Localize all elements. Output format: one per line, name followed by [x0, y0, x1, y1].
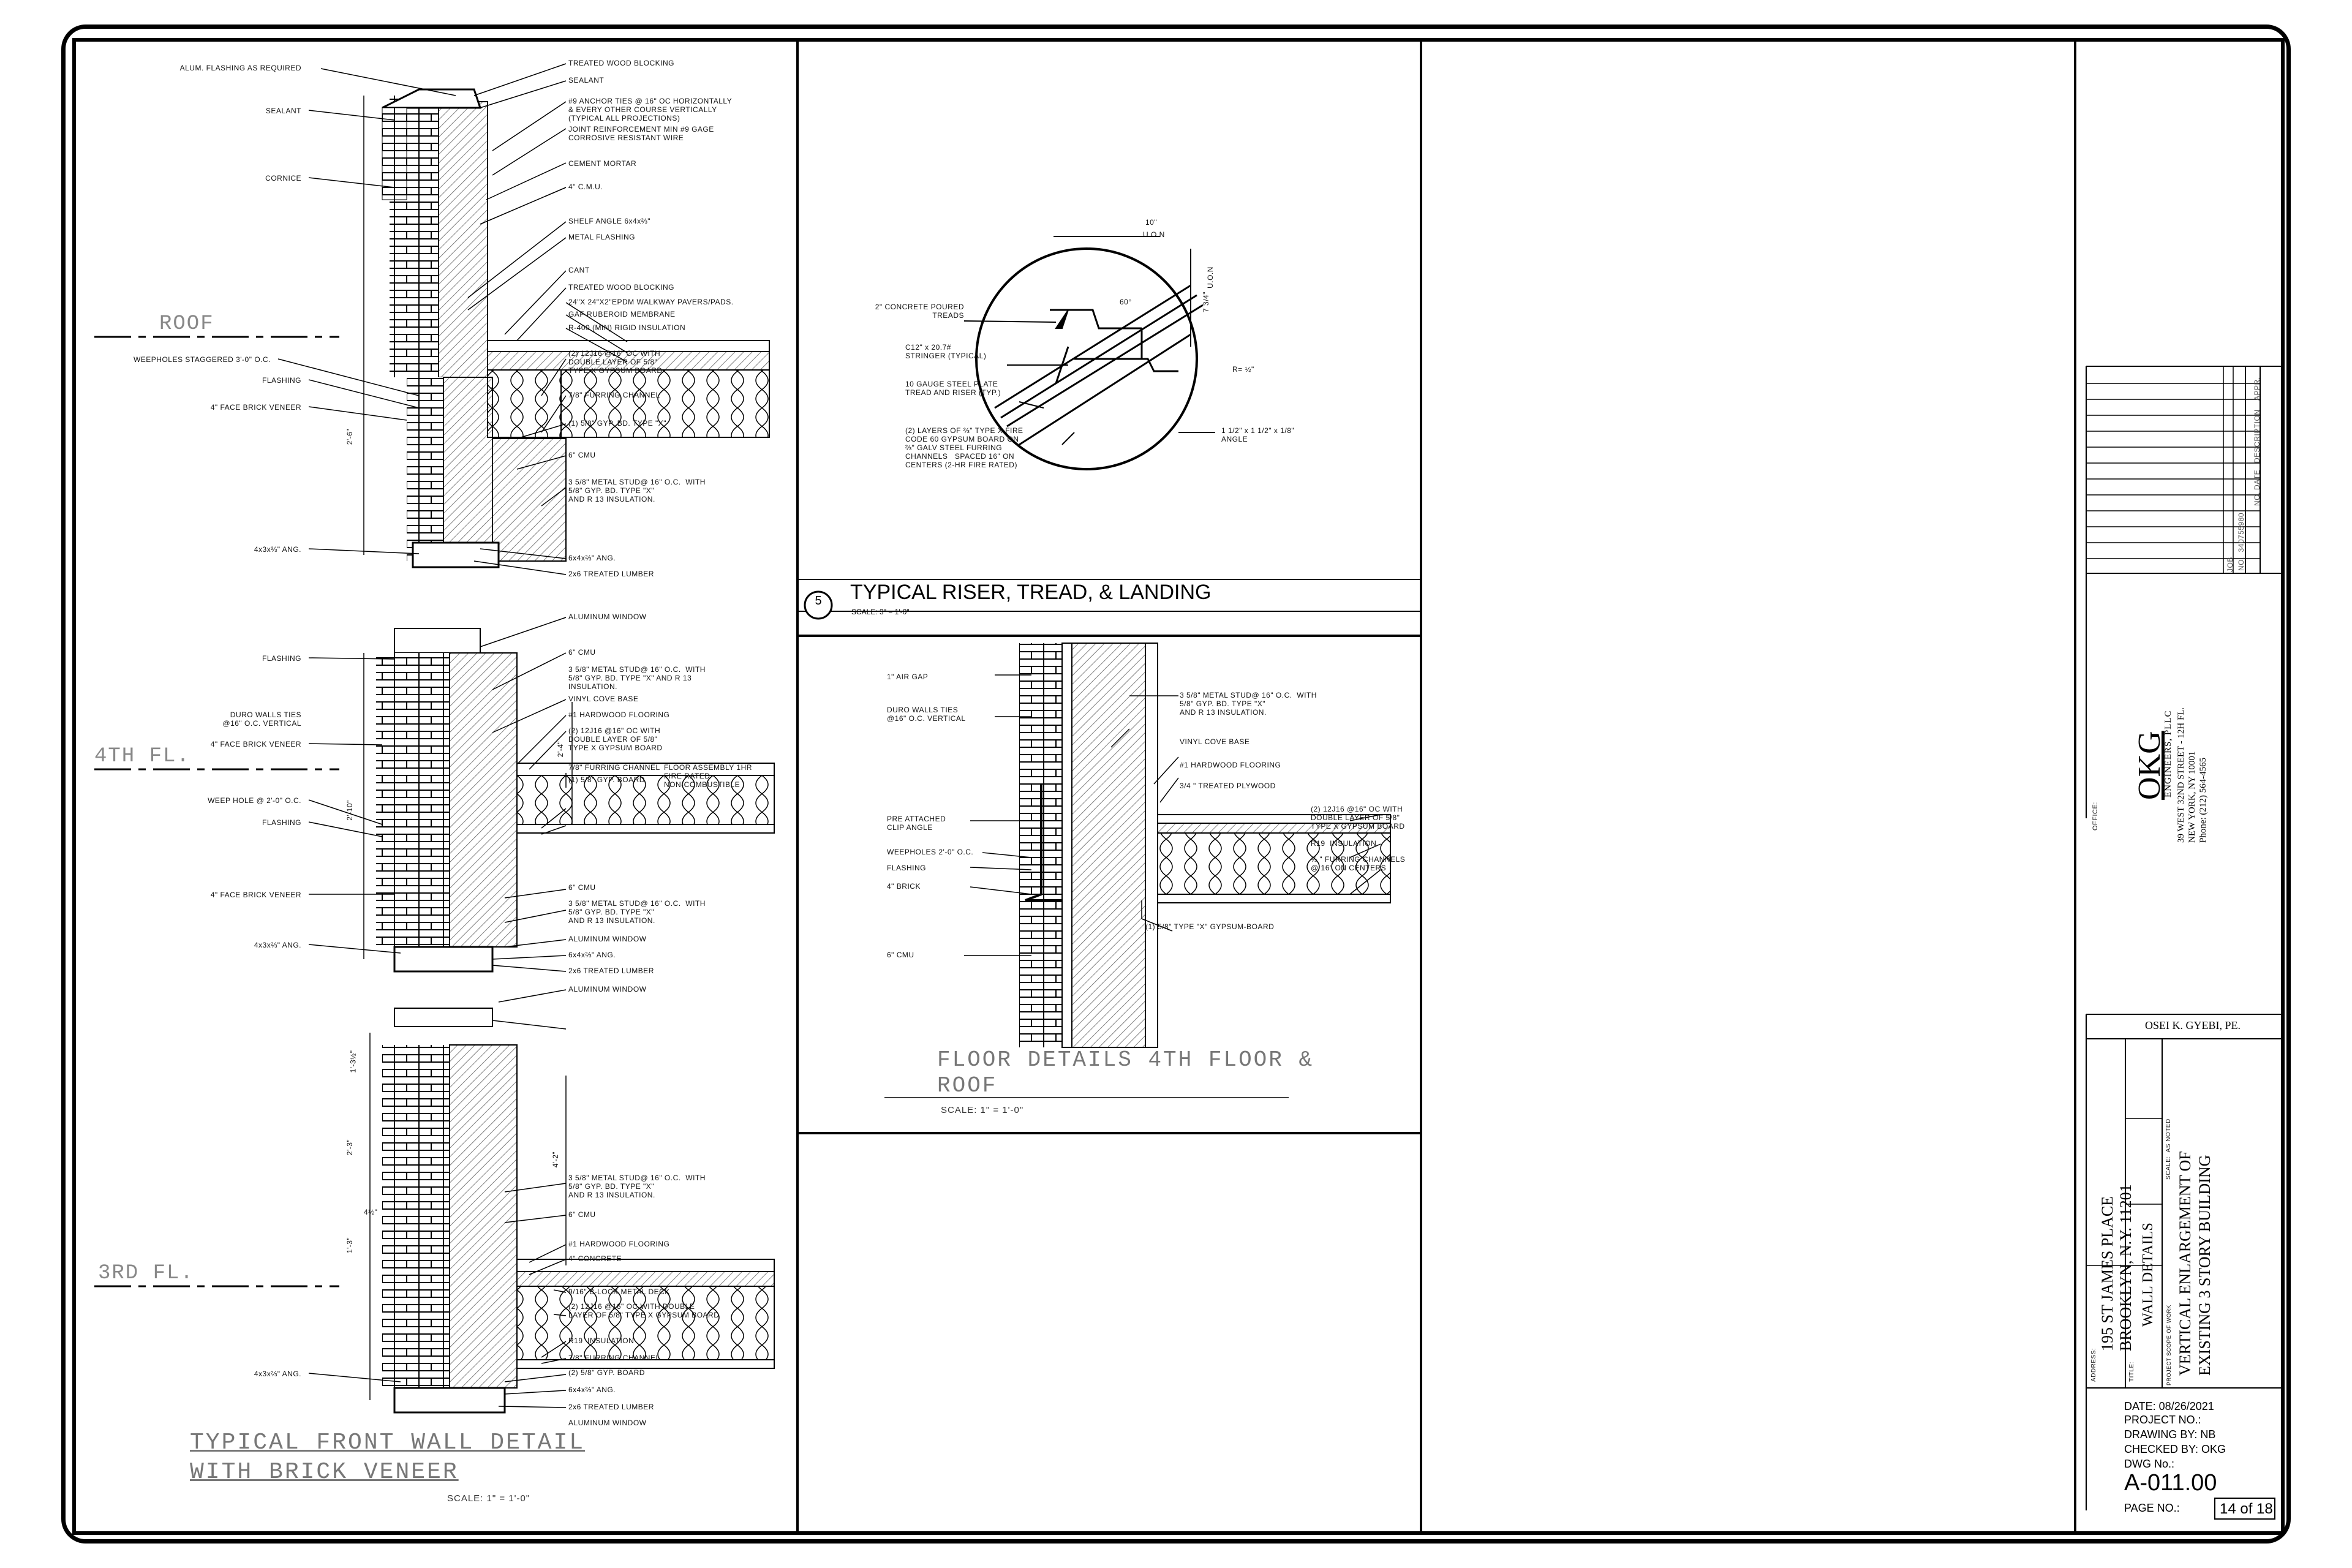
wall-label: JOINT REINFORCEMENT MIN #9 GAGE CORROSIVE RESISTANT WIRE	[568, 125, 714, 142]
project-description: VERTICAL ENLARGEMENT OF EXISTING 3 STORY BUILDING	[2176, 1151, 2214, 1376]
wall-label: ALUMINUM WINDOW	[568, 935, 647, 943]
floor-label: R19 INSULATION	[1311, 839, 1377, 848]
dimension: 4½"	[364, 1208, 378, 1216]
rev-header: DATE	[2253, 469, 2261, 490]
wall-label: SEALANT	[568, 76, 605, 85]
wall-label: 6" CMU	[568, 451, 596, 459]
wall-label: (2) 12J16 @16" OC WITH DOUBLE LAYER OF 5/8" TYPE X GYPSUM BOARD	[568, 726, 663, 752]
wall-label: (2) 5/8" GYP. BOARD	[568, 1368, 645, 1377]
detail-number: 5	[815, 594, 822, 608]
wall-label: 7/8" FURRING CHANNEL	[568, 391, 660, 399]
dimension: 1'-3"	[345, 1237, 355, 1254]
floor-label: (2) 12J16 @16" OC WITH DOUBLE LAYER OF 5/8" TYPE X GYPSUM BOARD	[1311, 805, 1405, 831]
wall-label: #9 ANCHOR TIES @ 16" OC HORIZONTALLY & EVERY OTHER COURSE VERTICALLY (TYPICAL ALL PROJECTIONS)	[568, 97, 733, 123]
wall-label: 4x3x⅔" ANG.	[254, 941, 301, 949]
wall-label: 24"X 24"X2"EPDM WALKWAY PAVERS/PADS.	[568, 298, 734, 306]
wall-label: 4" FACE BRICK VENEER	[210, 891, 301, 899]
wall-label: SHELF ANGLE 6x4x⅔"	[568, 217, 650, 225]
stair-dimension: R= ½"	[1232, 365, 1254, 374]
wall-label: 6" CMU	[568, 1210, 596, 1219]
wall-label: FLOOR ASSEMBLY 1HR FIRE RATED NON-COMBUSTIBLE	[664, 763, 752, 789]
title-label: TITLE:	[2128, 1361, 2135, 1382]
wall-label: 3 5/8" METAL STUD@ 16" O.C. WITH 5/8" GYP. BD. TYPE "X" AND R 13 INSULATION.	[568, 899, 706, 925]
detail-title: TYPICAL FRONT WALL DETAIL WITH BRICK VENEER	[190, 1430, 586, 1485]
stair-dimension: 10"	[1145, 218, 1158, 227]
engineer-name: OSEI K. GYEBI, PE.	[2145, 1019, 2241, 1031]
wall-label: CANT	[568, 266, 590, 274]
project-address: 195 ST JAMES PLACE BROOKLYN, N.Y. 11201	[2098, 1184, 2135, 1351]
dimension: 2'-3"	[345, 1139, 355, 1156]
floor-label: (1) 5/8" TYPE "X" GYPSUM-BOARD	[1145, 922, 1275, 931]
project-number: PROJECT NO.:	[2124, 1414, 2201, 1426]
wall-label: VINYL COVE BASE	[568, 695, 639, 703]
dwg-no-label: DWG No.:	[2124, 1458, 2175, 1470]
job-label: JOB	[2226, 557, 2234, 572]
scale-label: SCALE: AS NOTED	[2165, 1118, 2172, 1180]
level-3rd-floor: 3RD FL.	[98, 1262, 194, 1285]
wall-label: DURO WALLS TIES @16" O.C. VERTICAL	[222, 710, 301, 728]
wall-label: 6" CMU	[568, 883, 596, 892]
wall-label: (1) 5/8" GYP. BD. TYPE "X"	[568, 419, 667, 428]
floor-label: 1" AIR GAP	[887, 673, 929, 681]
stair-label: C12" x 20.7# STRINGER (TYPICAL)	[905, 343, 987, 360]
wall-label: SEALANT	[265, 107, 301, 115]
firm-name: OKG	[2132, 731, 2167, 800]
checked-by: CHECKED BY: OKG	[2124, 1443, 2226, 1455]
rev-header: APPR.	[2253, 377, 2261, 401]
floor-label: VINYL COVE BASE	[1180, 737, 1250, 746]
stair-label: 2" CONCRETE POURED TREADS	[875, 303, 964, 320]
detail-title: FLOOR DETAILS 4TH FLOOR & ROOF	[937, 1047, 1314, 1098]
wall-label: 6x4x⅔" ANG.	[568, 1385, 616, 1394]
wall-label: GAF RUBEROID MEMBRANE	[568, 310, 676, 318]
wall-label: ALUMINUM WINDOW	[568, 1419, 647, 1427]
wall-label: CORNICE	[265, 174, 301, 183]
page-no-label: PAGE NO.:	[2124, 1502, 2180, 1514]
dwg-number: A-011.00	[2124, 1470, 2217, 1496]
dimension: 2'-6"	[345, 428, 355, 445]
rev-header: NO.	[2253, 492, 2261, 506]
wall-label: 4x3x⅔" ANG.	[254, 1370, 301, 1378]
level-4th-floor: 4TH FL.	[94, 745, 190, 768]
wall-label: (2) 12J16 @16" OC WITH DOUBLE LAYER OF 5/8" TYPE X GYPSUM BOARD	[568, 349, 663, 375]
office-label: OFFICE:	[2092, 802, 2099, 831]
stair-dimension: U.O.N	[1205, 266, 1215, 288]
job-number: NO. 340755980	[2237, 512, 2245, 571]
stair-label: 10 GAUGE STEEL PLATE TREAD AND RISER (TYP.)	[905, 380, 1001, 397]
wall-label: TREATED WOOD BLOCKING	[568, 59, 674, 67]
wall-label: (1) 5/8" GYP. BOARD	[568, 775, 645, 784]
stair-dimension: U.O.N	[1143, 230, 1165, 239]
wall-label: 7/8" FURRING CHANNEL	[568, 1354, 660, 1362]
floor-label: FLASHING	[887, 864, 927, 872]
wall-label: 4" FACE BRICK VENEER	[210, 403, 301, 412]
wall-label: WEEPHOLES STAGGERED 3'-0" O.C.	[133, 355, 271, 364]
wall-label: 6" CMU	[568, 648, 596, 657]
date: DATE: 08/26/2021	[2124, 1400, 2214, 1412]
floor-label: #1 HARDWOOD FLOORING	[1180, 761, 1281, 769]
wall-label: FLASHING	[262, 818, 301, 827]
wall-label: 7/8" FURRING CHANNEL	[568, 763, 660, 772]
panel-divider	[797, 1132, 1421, 1134]
wall-label: TREATED WOOD BLOCKING	[568, 283, 674, 292]
wall-label: R-400 (MIN) RIGID INSULATION	[568, 323, 686, 332]
wall-label: 3 5/8" METAL STUD@ 16" O.C. WITH 5/8" GYP. BD. TYPE "X" AND R 13 INSULATION.	[568, 478, 706, 503]
sheet-title: WALL DETAILS	[2140, 1223, 2156, 1327]
wall-label: METAL FLASHING	[568, 233, 636, 241]
wall-label: 3 5/8" METAL STUD@ 16" O.C. WITH 5/8" GYP. BD. TYPE "X" AND R 13 INSULATION.	[568, 1174, 706, 1199]
wall-label: ALUMINUM WINDOW	[568, 985, 647, 993]
dimension: 2'-4"	[556, 741, 565, 758]
rev-header: DESCRIPTION	[2253, 409, 2261, 463]
wall-label: 4" CONCRETE	[568, 1254, 622, 1263]
wall-label: 2x6 TREATED LUMBER	[568, 570, 654, 578]
wall-label: 6x4x⅔" ANG.	[568, 951, 616, 959]
stair-dimension: 7 3/4"	[1201, 292, 1210, 312]
wall-label: ALUM. FLASHING AS REQUIRED	[179, 64, 301, 72]
dimension: 1'-3½"	[349, 1050, 358, 1073]
floor-label: 4" BRICK	[887, 882, 921, 891]
wall-label: (2) 12J16 @16" OC WITH DOUBLE LAYER OF 5/8" TYPE X GYPSUM BOARD	[568, 1302, 720, 1319]
wall-label: 6x4x⅔" ANG.	[568, 554, 616, 562]
wall-label: 2x6 TREATED LUMBER	[568, 1403, 654, 1411]
stair-label: (2) LAYERS OF ⅔" TYPE X FIRE CODE 60 GYPSUM BOARD ON ⅔" GALV STEEL FURRING CHANNELS SPACED 16" ON CENTERS (2-HR FIRE RATED)	[905, 426, 1023, 469]
wall-label: FLASHING	[262, 376, 301, 385]
dimension: 2'-10"	[345, 800, 354, 821]
level-roof: ROOF	[159, 312, 214, 336]
detail-scale: SCALE: 1" = 1'-0"	[941, 1105, 1024, 1115]
stair-dimension: 60°	[1120, 298, 1132, 306]
wall-label: 4" C.M.U.	[568, 183, 603, 191]
wall-label: 4" FACE BRICK VENEER	[210, 740, 301, 748]
title-block	[2076, 40, 2281, 1532]
stair-detail-drawing	[799, 40, 1420, 635]
dimension: 4'-2"	[551, 1151, 560, 1168]
floor-label: PRE ATTACHED CLIP ANGLE	[887, 815, 946, 832]
drawing-by: DRAWING BY: NB	[2124, 1428, 2216, 1441]
wall-label: WEEP HOLE @ 2'-0" O.C.	[208, 796, 301, 805]
wall-label: ALUMINUM WINDOW	[568, 612, 647, 621]
wall-label: CEMENT MORTAR	[568, 159, 637, 168]
wall-label: 3 5/8" METAL STUD@ 16" O.C. WITH 5/8" GYP. BD. TYPE "X" AND R 13 INSULATION.	[568, 665, 706, 691]
wall-label: 4x3x⅔" ANG.	[254, 545, 301, 554]
address-label: ADDRESS:	[2090, 1348, 2097, 1382]
floor-label: 3 5/8" METAL STUD@ 16" O.C. WITH 5/8" GYP. BD. TYPE "X" AND R 13 INSULATION.	[1180, 691, 1317, 717]
floor-label: 6" CMU	[887, 951, 914, 959]
floor-label: 3/4 " TREATED PLYWOOD	[1180, 782, 1276, 790]
floor-detail-panel	[799, 637, 1420, 1132]
firm-address: 39 WEST 32ND STREET - 12H FL. NEW YORK, NY 10001 Phone: (212) 564-4565	[2176, 707, 2208, 843]
wall-label: 9/16" B-LOCK METAL DECK	[568, 1287, 670, 1296]
floor-label: ⅔ " FURRING CHANNELS @ 16" ON CENTERS	[1311, 855, 1406, 872]
project-label: PROJECT SCOPE OF WORK	[2166, 1305, 2172, 1385]
wall-detail-panel	[76, 40, 795, 1532]
floor-label: DURO WALLS TIES @16" O.C. VERTICAL	[887, 706, 966, 723]
floor-label: WEEPHOLES 2'-0" O.C.	[887, 848, 974, 856]
wall-label: FLASHING	[262, 654, 301, 663]
page-number: 14 of 18	[2220, 1501, 2273, 1517]
detail-title: TYPICAL RISER, TREAD, & LANDING	[850, 581, 1212, 604]
detail-scale: SCALE: 3" = 1'-0"	[851, 608, 910, 616]
panel-divider	[1420, 39, 1422, 1534]
detail-scale: SCALE: 1" = 1'-0"	[447, 1493, 530, 1504]
wall-label: #1 HARDWOOD FLOORING	[568, 1240, 670, 1248]
stair-detail-panel	[799, 40, 1420, 635]
wall-label: #1 HARDWOOD FLOORING	[568, 710, 670, 719]
wall-label: R19 INSULATION	[568, 1336, 635, 1345]
firm-subtitle: ENGINEERS, PLLC	[2163, 710, 2173, 797]
wall-label: 2x6 TREATED LUMBER	[568, 967, 654, 975]
stair-label: 1 1/2" x 1 1/2" x 1/8" ANGLE	[1221, 426, 1295, 443]
